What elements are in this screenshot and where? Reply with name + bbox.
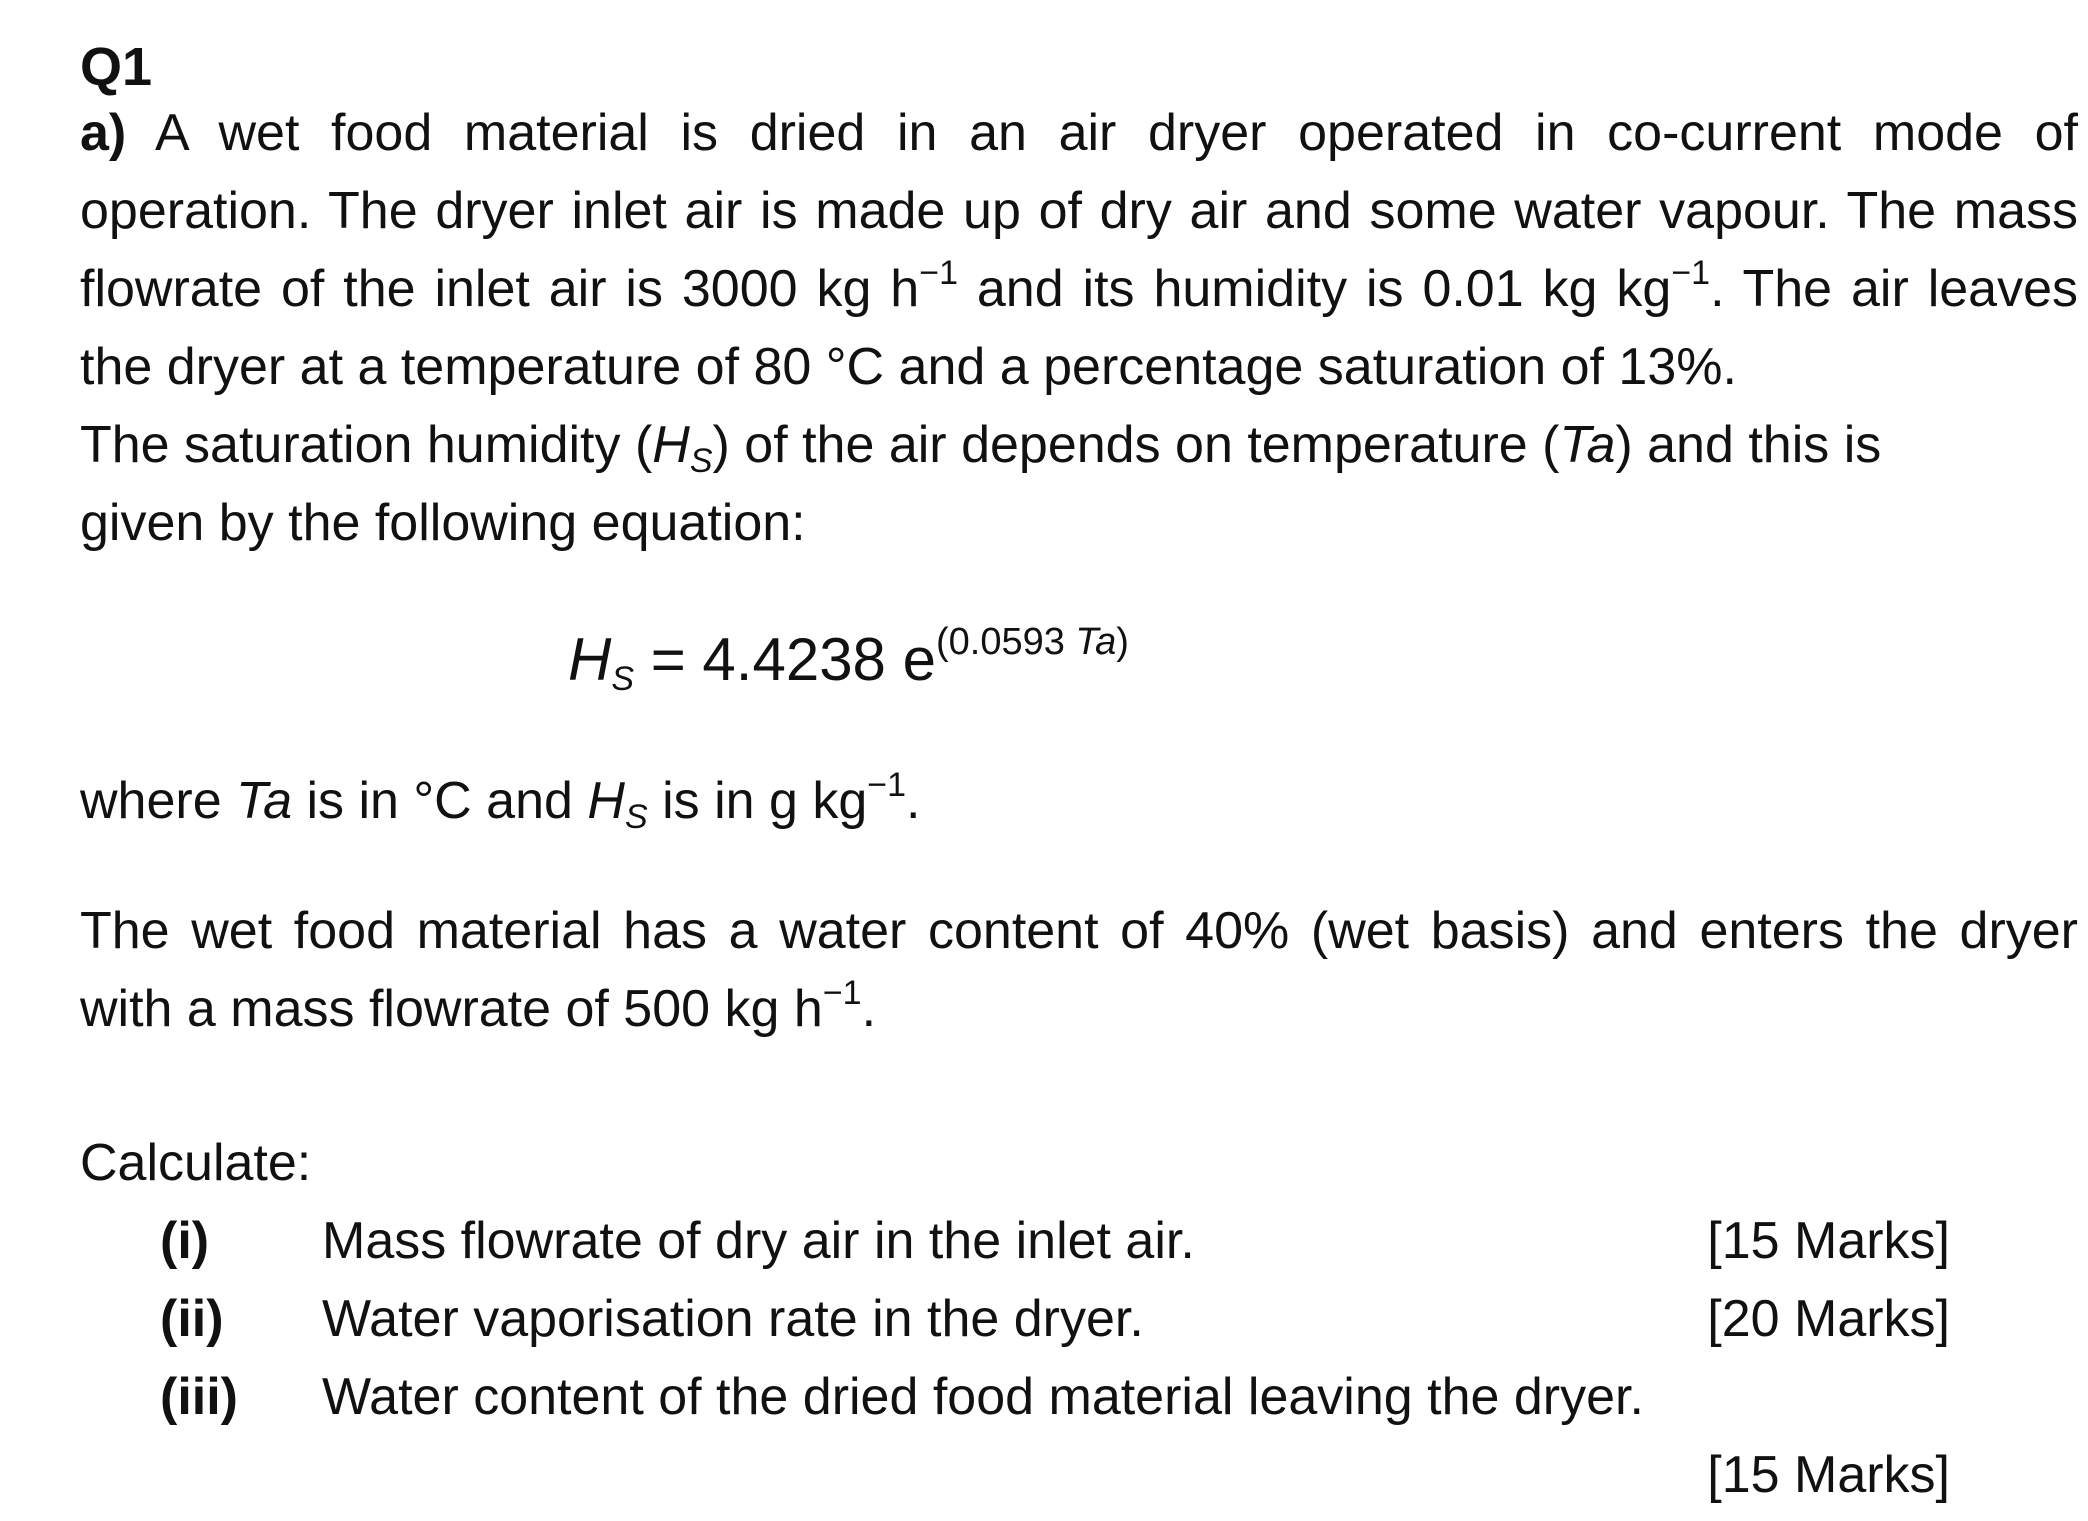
- unit-exponent: −1: [822, 974, 862, 1012]
- para1-line4: the dryer at a temperature of 80 °C and a percentage saturation of 13%.: [80, 338, 1737, 396]
- symbol-ta: Ta: [236, 772, 292, 830]
- para3-line2-b: .: [861, 980, 877, 1038]
- item-text: Water vaporisation rate in the dryer.: [322, 1290, 1144, 1348]
- para3-line1: The wet food material has a water content of 40% (wet basis) and enters the dryer: [80, 902, 2078, 960]
- list-item: [160, 1280, 1144, 1358]
- para2-line1-c: ) and this is: [1615, 416, 1882, 474]
- part-label: a): [80, 104, 127, 162]
- exponent-variable: Ta: [1075, 621, 1117, 663]
- question-number: Q1: [80, 37, 153, 97]
- para3-line2: [80, 970, 876, 1048]
- where-a: where: [80, 772, 237, 830]
- para2-line1-b: ) of the air depends on temperature (: [712, 416, 1560, 474]
- equation-lhs-subscript: S: [611, 660, 635, 698]
- item-text: Mass flowrate of dry air in the inlet air.: [322, 1212, 1195, 1270]
- symbol-hs: H: [587, 772, 625, 830]
- para3-line2-a: with a mass flowrate of 500 kg h: [80, 980, 823, 1038]
- item-label: (ii): [160, 1290, 224, 1348]
- marks-label: [15 Marks]: [1707, 1446, 1950, 1504]
- where-b: is in °C and: [292, 772, 588, 830]
- equation-exponent: [936, 621, 1129, 663]
- equation-body: = 4.4238 e: [634, 626, 936, 693]
- para1-line1-text: A wet food material is dried in an air dryer operated in co-current mode of: [126, 104, 2078, 162]
- saturation-humidity-equation: [568, 620, 1129, 700]
- unit-exponent: −1: [919, 254, 958, 292]
- exponent-close: ): [1116, 621, 1129, 663]
- para1-line3: [80, 250, 2078, 328]
- para1-line2: operation. The dryer inlet air is made up of dry air and some water vapour. The mass: [80, 182, 2078, 240]
- item-text: Water content of the dried food material leaving the dryer.: [322, 1368, 1644, 1426]
- unit-exponent: −1: [867, 766, 907, 804]
- marks-label: [15 Marks]: [1707, 1212, 1950, 1270]
- symbol-hs: H: [652, 416, 690, 474]
- para1-line1: [80, 94, 2078, 172]
- list-item: [160, 1358, 1644, 1436]
- calculate-label: Calculate:: [80, 1134, 312, 1192]
- symbol-hs-subscript: S: [624, 798, 648, 836]
- symbol-hs-subscript: S: [689, 442, 713, 480]
- exponent-coefficient: (0.0593: [935, 621, 1076, 663]
- unit-exponent: −1: [1671, 254, 1711, 292]
- para1-line3-c: . The air leaves: [1710, 260, 2079, 318]
- where-c: is in g kg: [647, 772, 868, 830]
- list-item: [160, 1202, 1195, 1280]
- item-label: (i): [160, 1212, 210, 1270]
- para2-line2: given by the following equation:: [80, 494, 806, 552]
- item-label: (iii): [160, 1368, 238, 1426]
- equation-lhs-symbol: H: [568, 626, 612, 693]
- marks-label: [20 Marks]: [1707, 1290, 1950, 1348]
- para1-line3-a: flowrate of the inlet air is 3000 kg h: [80, 260, 920, 318]
- where-line: [80, 762, 921, 840]
- symbol-ta: Ta: [1559, 416, 1616, 474]
- para2-line1-a: The saturation humidity (: [80, 416, 653, 474]
- para1-line3-b: and its humidity is 0.01 kg kg: [957, 260, 1672, 318]
- where-d: .: [906, 772, 921, 830]
- para2-line1: [80, 406, 1881, 484]
